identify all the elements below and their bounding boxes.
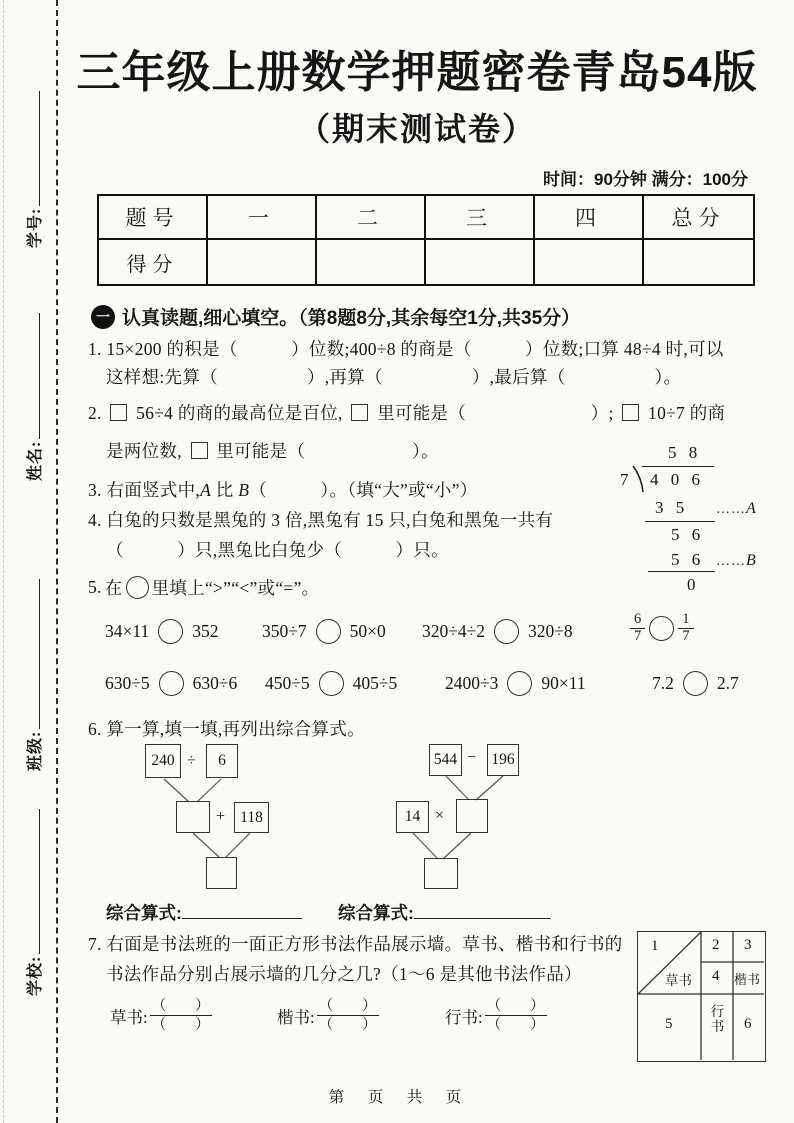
flow-box-blank bbox=[176, 801, 210, 833]
score-table-header: 二 bbox=[317, 196, 426, 240]
compare-circle bbox=[507, 671, 532, 696]
fraction-answer-label: 行书: bbox=[445, 1007, 483, 1027]
compare-circle bbox=[649, 616, 674, 641]
section-one-badge-icon: 一 bbox=[91, 305, 115, 329]
question-5-text: 里填上“>”“<”或“=”。 bbox=[151, 578, 320, 598]
fraction-blank: $\frac{( )}{( )}$ bbox=[318, 998, 377, 1034]
question-2-line-1 bbox=[88, 400, 725, 425]
division-vinculum bbox=[642, 466, 714, 467]
question-3-line bbox=[88, 477, 478, 502]
question-4-line-2: （ ）只,黑兔比白兔少（ ）只。 bbox=[106, 540, 449, 560]
fraction-answer-label: 楷书: bbox=[277, 1007, 315, 1027]
division-rule-2 bbox=[648, 571, 715, 572]
class-blank bbox=[39, 579, 40, 729]
expression-blank bbox=[182, 918, 302, 919]
flow-box-blank bbox=[206, 857, 237, 889]
compare-circle bbox=[158, 619, 183, 644]
question-3-text: （ ）。（填“大”或“小”） bbox=[249, 480, 478, 500]
section-one-title: 认真读题,细心填空。（第8题8分,其余每空1分,共35分） bbox=[122, 308, 581, 329]
division-label-b: ……B bbox=[716, 552, 757, 569]
question-2-line-2 bbox=[106, 438, 439, 463]
wall-cell-5: 5 bbox=[665, 1016, 673, 1032]
fraction-answer-label: 草书: bbox=[110, 1007, 148, 1027]
flow-operator: − bbox=[467, 749, 477, 766]
wall-cell-3: 3 bbox=[744, 937, 752, 953]
fraction: $\frac{6}{7}$ bbox=[630, 612, 645, 645]
blank-box bbox=[110, 404, 127, 421]
question-2-text: 里可能是（ ）; bbox=[377, 403, 614, 423]
calligraphy-wall-diagram bbox=[637, 931, 766, 1062]
flow-box-blank bbox=[424, 858, 458, 889]
score-cell-empty bbox=[208, 240, 317, 284]
expression-label: 综合算式: bbox=[106, 903, 182, 923]
wall-cell-caoshu: 草书 bbox=[665, 973, 692, 988]
fraction-answer-kaishu bbox=[277, 997, 379, 1034]
wall-cell-6: 6 bbox=[744, 1016, 752, 1032]
compare-circle bbox=[683, 671, 708, 696]
question-5-text: 在 bbox=[104, 578, 123, 598]
class-label: 班级: bbox=[27, 730, 44, 771]
question-3-text: 3. 右面竖式中, bbox=[88, 480, 201, 500]
question-5-intro bbox=[88, 575, 319, 600]
question-2-text: 10÷7 的商 bbox=[648, 403, 726, 423]
flow-box-value: 14 bbox=[396, 801, 429, 833]
score-table-header: 一 bbox=[208, 196, 317, 240]
question-4-line-1: 4. 白兔的只数是黑兔的 3 倍,黑兔有 15 只,白兔和黑兔一共有 bbox=[88, 510, 554, 530]
question-3-text: 比 bbox=[211, 480, 239, 500]
comparison-item: 320÷4÷2 320÷8 bbox=[422, 619, 573, 644]
score-table-header: 题号 bbox=[99, 196, 208, 240]
student-id-label: 学号: bbox=[27, 207, 44, 248]
flow-box-value: 6 bbox=[206, 744, 238, 778]
question-2-text: 56÷4 的商的最高位是百位, bbox=[136, 403, 343, 423]
wall-cell-kaishu: 楷书 bbox=[734, 972, 761, 987]
expression-label: 综合算式: bbox=[338, 903, 414, 923]
question-2-text: 是两位数, bbox=[106, 441, 182, 461]
flow-operator: + bbox=[216, 808, 226, 825]
question-5-number: 5. bbox=[88, 577, 102, 597]
comparison-item: 34×11 352 bbox=[105, 619, 218, 644]
student-name-label: 姓名: bbox=[27, 440, 44, 481]
wall-cell-xingshu: 行书 bbox=[710, 1004, 725, 1034]
school-blank bbox=[39, 809, 40, 954]
question-2-number: 2. bbox=[88, 403, 102, 423]
division-dividend: 4 0 6 bbox=[650, 470, 704, 489]
division-step-2: 5 6 bbox=[671, 525, 705, 544]
expression-field bbox=[338, 900, 551, 925]
flow-box-value: 118 bbox=[234, 802, 269, 833]
page-title: 三年级上册数学押题密卷青岛54版 bbox=[76, 48, 758, 97]
comparison-item: 7.2 2.7 bbox=[652, 671, 739, 696]
school-label: 学校: bbox=[27, 955, 44, 996]
question-3-var-a: A bbox=[200, 480, 212, 500]
division-bracket bbox=[631, 466, 645, 492]
comparison-item: 450÷5 405÷5 bbox=[265, 671, 397, 696]
question-1-line-2: 这样想:先算（ ）,再算（ ）,最后算（ ）。 bbox=[106, 367, 682, 387]
score-table-header: 三 bbox=[426, 196, 535, 240]
fraction: $\frac{1}{7}$ bbox=[678, 612, 693, 645]
flow-operator: × bbox=[435, 807, 445, 824]
division-label-a: ……A bbox=[716, 500, 757, 517]
division-rule-1 bbox=[645, 521, 715, 522]
question-1-line-1: 1. 15×200 的积是（ ）位数;400÷8 的商是（ ）位数;口算 48÷4 时,可以 bbox=[88, 339, 724, 359]
fold-cut-line bbox=[56, 0, 58, 1123]
division-step-1: 3 5 bbox=[655, 498, 689, 517]
flow-box-value: 240 bbox=[145, 744, 181, 778]
question-6-title: 6. 算一算,填一填,再列出综合算式。 bbox=[88, 719, 365, 739]
student-id-blank bbox=[39, 91, 40, 206]
page-edge-mark bbox=[3, 0, 4, 1123]
question-2-text: 里可能是（ ）。 bbox=[216, 441, 439, 461]
wall-cell-2: 2 bbox=[712, 937, 720, 953]
blank-box bbox=[191, 442, 208, 459]
long-division-example bbox=[616, 443, 768, 599]
page-footer: 第 页 共 页 bbox=[328, 1089, 466, 1106]
score-table bbox=[97, 194, 755, 286]
score-table-header: 四 bbox=[535, 196, 644, 240]
compare-circle bbox=[126, 576, 149, 599]
expression-field bbox=[106, 900, 302, 925]
flowchart-area bbox=[90, 740, 760, 902]
comparison-item: 2400÷3 90×11 bbox=[445, 671, 586, 696]
student-name-field bbox=[22, 313, 45, 481]
comparison-item: 350÷7 50×0 bbox=[262, 619, 386, 644]
division-step-3: 5 6 bbox=[671, 550, 705, 569]
blank-box bbox=[351, 404, 368, 421]
score-cell-empty bbox=[426, 240, 535, 284]
division-divisor: 7 bbox=[620, 470, 633, 489]
student-id-field bbox=[22, 91, 45, 248]
division-quotient: 5 8 bbox=[668, 443, 702, 462]
compare-circle bbox=[316, 619, 341, 644]
compare-circle bbox=[319, 671, 344, 696]
compare-circle bbox=[494, 619, 519, 644]
flow-box-blank bbox=[456, 799, 488, 833]
page-subtitle: （期末测试卷） bbox=[297, 111, 536, 147]
score-cell-empty bbox=[535, 240, 644, 284]
fraction-answer-xingshu bbox=[445, 997, 547, 1034]
score-cell-empty bbox=[317, 240, 426, 284]
school-field bbox=[22, 809, 45, 996]
score-cell-empty bbox=[644, 240, 753, 284]
comparison-item: 630÷5 630÷6 bbox=[105, 671, 237, 696]
class-field bbox=[22, 579, 45, 771]
fraction-blank: $\frac{( )}{( )}$ bbox=[151, 998, 210, 1034]
fraction-blank: $\frac{( )}{( )}$ bbox=[486, 998, 545, 1034]
flow-box-value: 544 bbox=[429, 744, 462, 776]
division-remainder: 0 bbox=[687, 575, 700, 594]
score-row-label: 得分 bbox=[99, 240, 208, 284]
comparison-item-fraction bbox=[630, 612, 694, 645]
question-7-line-1: 7. 右面是书法班的一面正方形书法作品展示墙。草书、楷书和行书的 bbox=[88, 934, 623, 954]
section-one-header bbox=[91, 303, 580, 330]
blank-box bbox=[622, 404, 639, 421]
wall-cell-4: 4 bbox=[712, 968, 720, 984]
compare-circle bbox=[159, 671, 184, 696]
score-table-header: 总分 bbox=[644, 196, 753, 240]
flow-operator: ÷ bbox=[187, 752, 196, 769]
expression-blank bbox=[414, 918, 551, 919]
student-name-blank bbox=[39, 313, 40, 439]
question-7-line-2: 书法作品分别占展示墙的几分之几?（1～6 是其他书法作品） bbox=[106, 964, 582, 984]
flow-box-value: 196 bbox=[487, 744, 519, 776]
question-3-var-b: B bbox=[238, 480, 250, 500]
fraction-answer-caoshu bbox=[110, 997, 212, 1034]
wall-cell-1: 1 bbox=[651, 938, 659, 954]
exam-meta: 时间：90分钟 满分：100分 bbox=[543, 170, 748, 189]
